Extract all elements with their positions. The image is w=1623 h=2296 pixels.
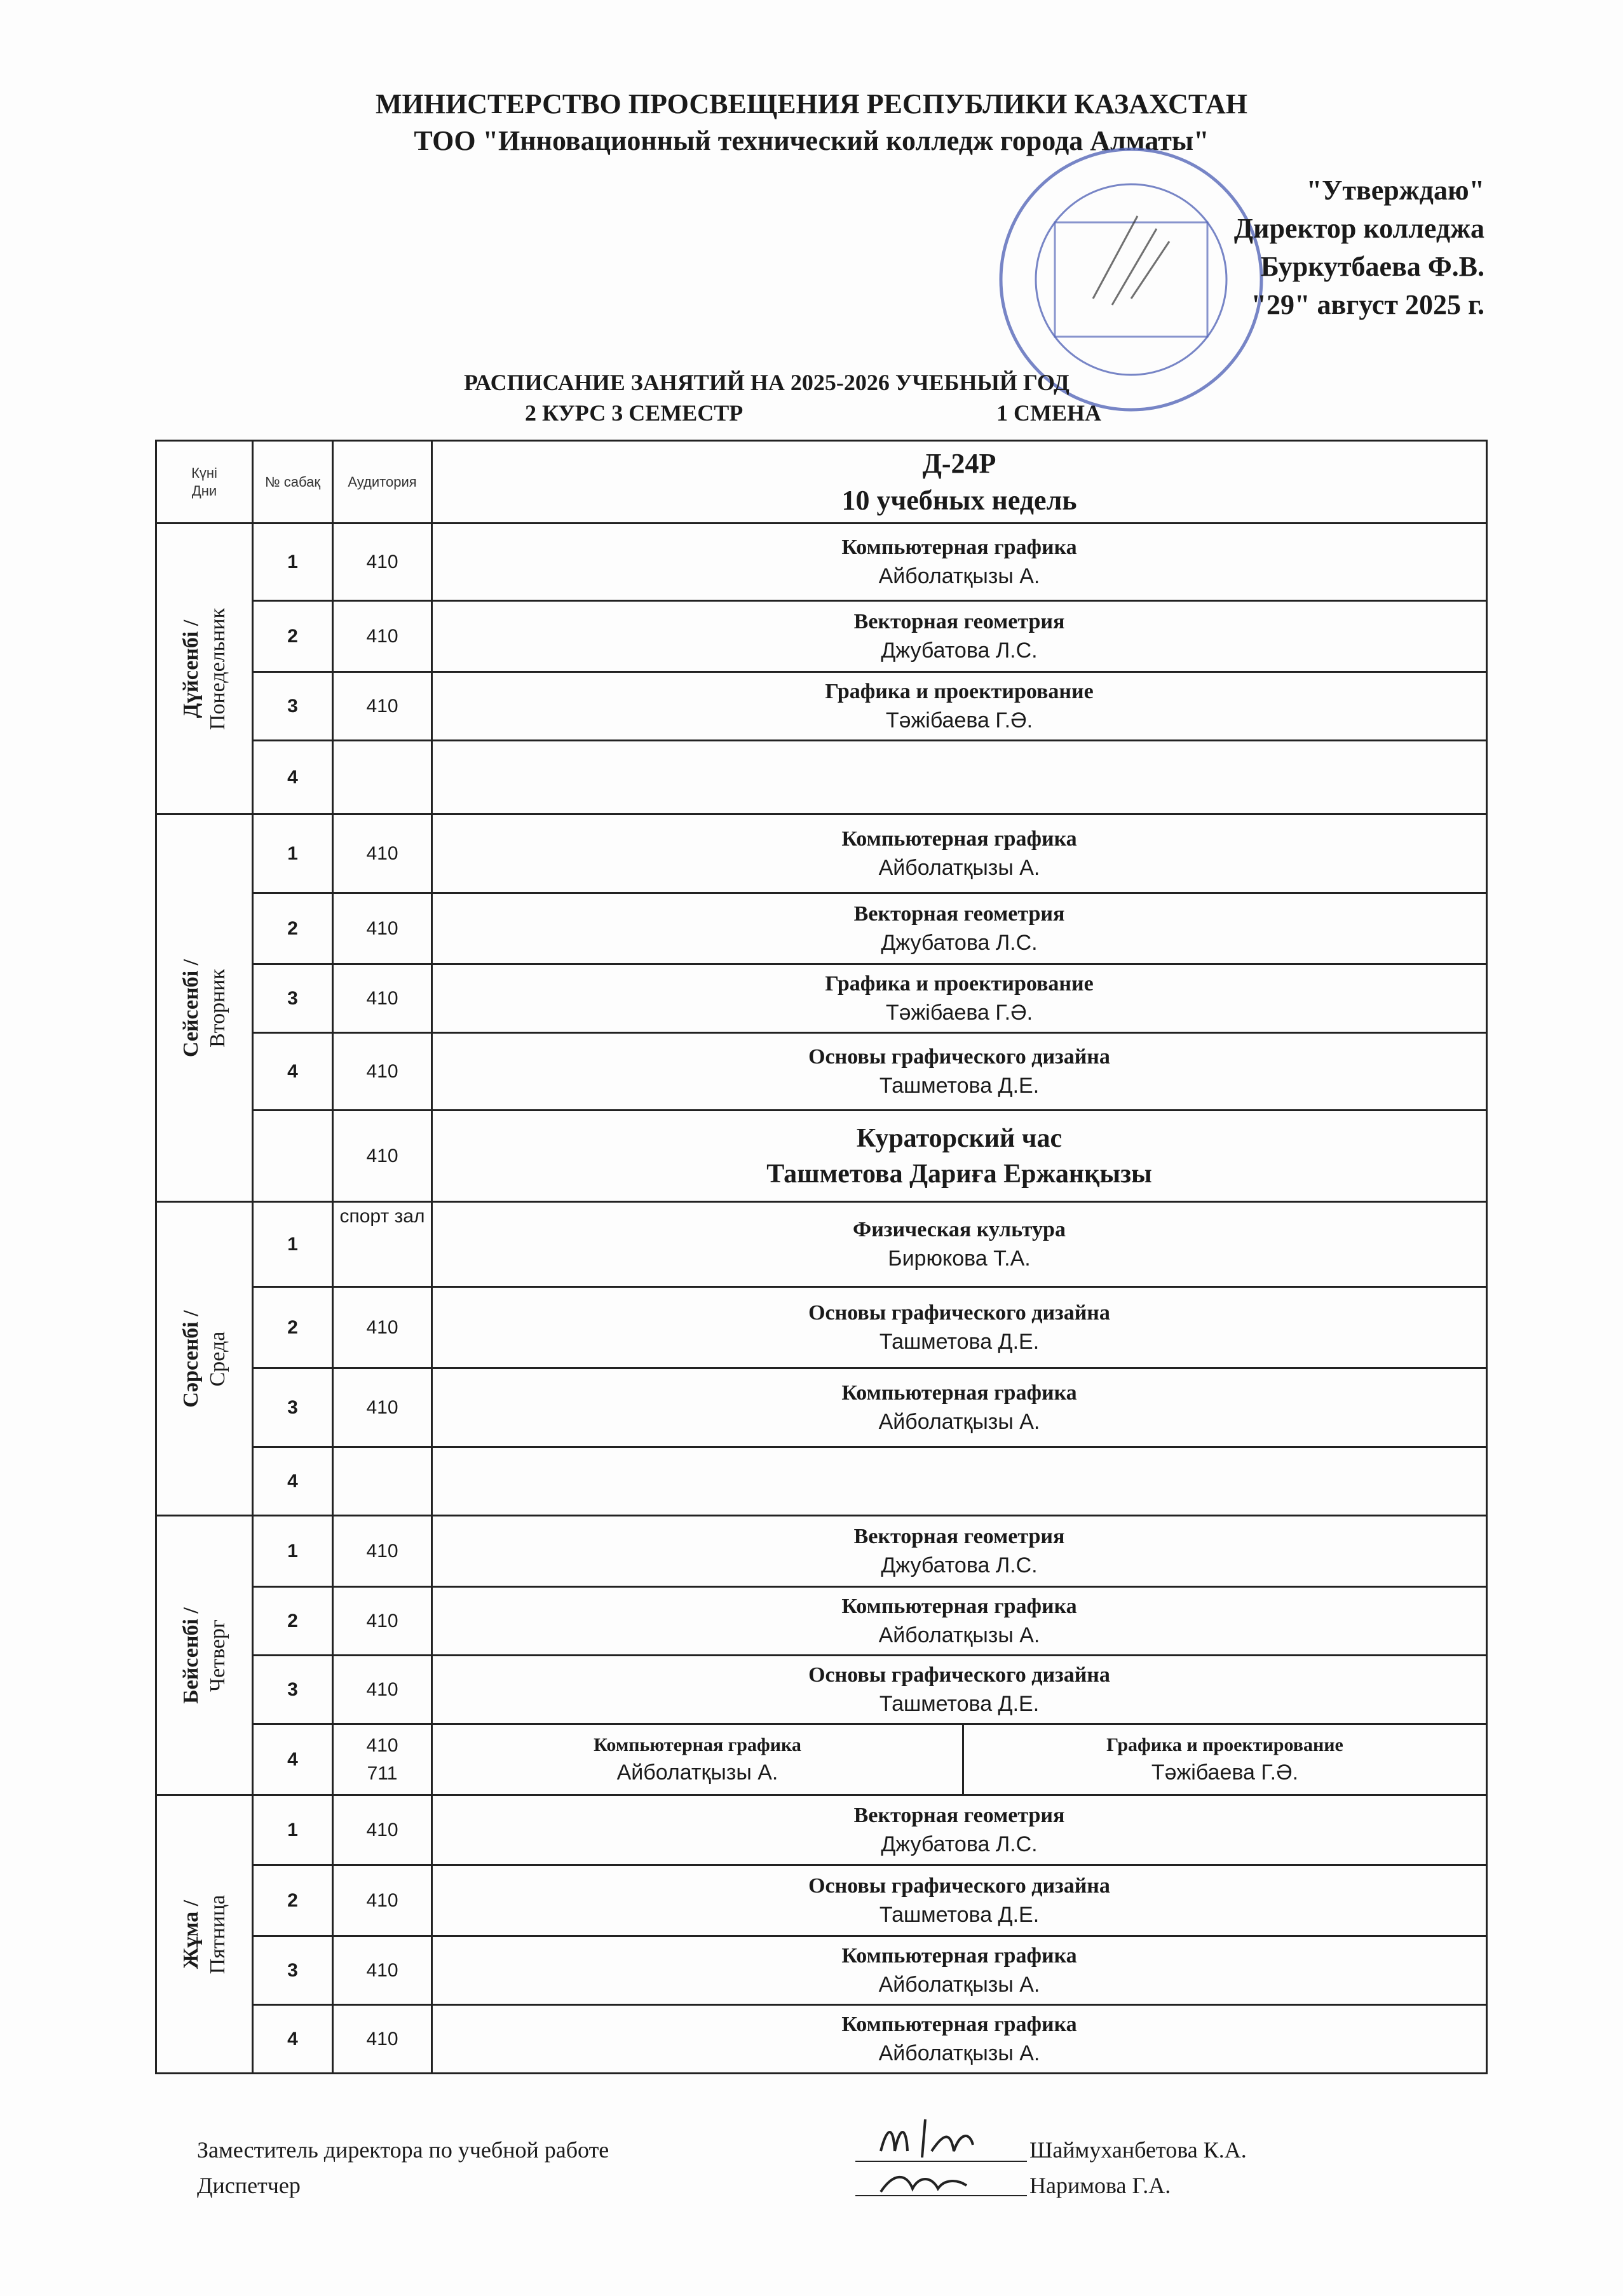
dispatcher-signature xyxy=(855,2160,1027,2205)
lesson-cell xyxy=(432,1447,1487,1516)
lesson-teacher: Тәжібаева Г.Ә. xyxy=(885,1000,1033,1025)
day-monday xyxy=(156,523,253,814)
schedule-shift: 1 СМЕНА xyxy=(996,400,1101,426)
lesson-subject: Графика и проектирование xyxy=(825,679,1094,703)
lesson-teacher: Тәжібаева Г.Ә. xyxy=(885,708,1033,733)
lesson-number: 3 xyxy=(253,1936,333,2005)
lesson-cell xyxy=(432,1033,1487,1111)
schedule-course: 2 КУРС 3 СЕМЕСТР xyxy=(525,400,744,426)
ministry-title: МИНИСТЕРСТВО ПРОСВЕЩЕНИЯ РЕСПУБЛИКИ КАЗАХСТАН xyxy=(375,88,1247,119)
day-kz: Жұма / xyxy=(179,1900,203,1969)
lesson-room xyxy=(333,741,432,814)
lesson-number: 1 xyxy=(253,1795,333,1865)
table-row xyxy=(156,1033,1487,1111)
lesson-teacher: Айболатқызы А. xyxy=(616,1760,778,1785)
table-row xyxy=(156,1516,1487,1587)
lesson-room: 410 xyxy=(333,523,432,601)
dispatcher-title: Диспетчер xyxy=(197,2173,301,2198)
deputy-signature xyxy=(855,2107,1027,2168)
lesson-subject: Векторная геометрия xyxy=(853,1803,1065,1827)
lesson-room: спорт зал xyxy=(333,1202,432,1287)
day-ru: Вторник xyxy=(205,968,229,1048)
lesson-number: 3 xyxy=(253,1368,333,1447)
deputy-title: Заместитель директора по учебной работе xyxy=(197,2137,609,2163)
lesson-teacher: Айболатқызы А. xyxy=(878,1972,1040,1997)
lesson-number: 1 xyxy=(253,814,333,893)
day-ru: Понедельник xyxy=(205,607,229,730)
lesson-number: 2 xyxy=(253,893,333,964)
table-header-row xyxy=(156,441,1487,523)
lesson-cell xyxy=(432,741,1487,814)
lesson-cell xyxy=(432,964,1487,1033)
lesson-number: 4 xyxy=(253,1033,333,1111)
lesson-cell xyxy=(432,1202,1487,1287)
curator-hour-cell xyxy=(432,1111,1487,1202)
table-row xyxy=(156,964,1487,1033)
lesson-teacher: Ташметова Д.Е. xyxy=(879,1329,1040,1354)
lesson-teacher: Айболатқызы А. xyxy=(878,2041,1040,2065)
day-kz: Сейсенбі / xyxy=(179,959,203,1057)
lesson-cell xyxy=(432,601,1487,672)
lesson-subject: Компьютерная графика xyxy=(841,1594,1077,1618)
lesson-subject: Компьютерная графика xyxy=(841,535,1077,559)
lesson-number: 2 xyxy=(253,601,333,672)
approve-position: Директор колледжа xyxy=(1233,213,1484,244)
header-group xyxy=(432,441,1487,523)
lesson-cell xyxy=(432,814,1487,893)
lesson-subject: Компьютерная графика xyxy=(841,1943,1077,1968)
table-row xyxy=(156,893,1487,964)
lesson-cell xyxy=(432,1287,1487,1368)
lesson-cell xyxy=(432,1656,1487,1724)
lesson-subject: Графика и проектирование xyxy=(825,971,1094,996)
lesson-number: 2 xyxy=(253,1587,333,1656)
day-wednesday xyxy=(156,1202,253,1516)
lesson-cell xyxy=(432,523,1487,601)
table-row xyxy=(156,741,1487,814)
lesson-teacher: Айболатқызы А. xyxy=(878,564,1040,588)
lesson-teacher: Айболатқызы А. xyxy=(878,1409,1040,1434)
day-kz: Сәрсенбі / xyxy=(179,1309,203,1408)
schedule-title: РАСПИСАНИЕ ЗАНЯТИЙ НА 2025-2026 УЧЕБНЫЙ ГОД xyxy=(464,370,1070,395)
approve-director: Буркутбаева Ф.В. xyxy=(1260,251,1484,282)
lesson-teacher: Джубатова Л.С. xyxy=(881,1832,1038,1856)
day-thursday xyxy=(156,1516,253,1795)
lesson-number: 2 xyxy=(253,1287,333,1368)
lesson-number: 4 xyxy=(253,2005,333,2074)
lesson-number: 4 xyxy=(253,1447,333,1516)
lesson-teacher: Джубатова Л.С. xyxy=(881,638,1038,663)
lesson-subject: Компьютерная графика xyxy=(841,827,1077,851)
lesson-cell xyxy=(432,1368,1487,1447)
lesson-teacher: Айболатқызы А. xyxy=(878,1623,1040,1647)
curator-name: Ташметова Дариға Ержанқызы xyxy=(766,1159,1152,1189)
lesson-room: 410 xyxy=(333,1795,432,1865)
lesson-teacher: Бирюкова Т.А. xyxy=(888,1246,1031,1271)
group-weeks: 10 учебных недель xyxy=(841,484,1077,516)
lesson-room: 410 xyxy=(333,1368,432,1447)
lesson-cell xyxy=(432,1587,1487,1656)
lesson-teacher: Ташметова Д.Е. xyxy=(879,1691,1040,1716)
lesson-room: 410 xyxy=(333,1656,432,1724)
table-row xyxy=(156,1795,1487,1865)
table-row xyxy=(156,1202,1487,1287)
lesson-number: 4 xyxy=(253,741,333,814)
table-row xyxy=(156,601,1487,672)
lesson-teacher-2: Тәжібаева Г.Ә. xyxy=(1151,1760,1299,1785)
approval-block xyxy=(1234,172,1484,324)
lesson-cell-right xyxy=(963,1724,1487,1795)
dispatcher-name: Наримова Г.А. xyxy=(1029,2173,1171,2198)
table-row xyxy=(156,523,1487,601)
lesson-number: 4 xyxy=(253,1724,333,1795)
day-ru: Пятница xyxy=(205,1894,229,1974)
lesson-subject: Основы графического дизайна xyxy=(808,1044,1110,1069)
lesson-cell xyxy=(432,1795,1487,1865)
lesson-number: 3 xyxy=(253,964,333,1033)
table-row xyxy=(156,814,1487,893)
lesson-teacher: Джубатова Л.С. xyxy=(881,1553,1038,1577)
table-row xyxy=(156,1368,1487,1447)
table-row xyxy=(156,1287,1487,1368)
lesson-room: 410 xyxy=(333,1516,432,1587)
lesson-room: 410 xyxy=(333,672,432,741)
day-kz: Дүйсенбі / xyxy=(179,619,203,718)
table-row xyxy=(156,672,1487,741)
lesson-subject: Основы графического дизайна xyxy=(808,1300,1110,1325)
lesson-room: 410 xyxy=(333,2005,432,2074)
lesson-subject: Компьютерная графика xyxy=(841,2012,1077,2036)
lesson-room xyxy=(333,1447,432,1516)
table-row xyxy=(156,1111,1487,1202)
lesson-room: 410 xyxy=(333,1587,432,1656)
table-row xyxy=(156,1724,1487,1795)
lesson-number: 3 xyxy=(253,1656,333,1724)
lesson-subject: Физическая культура xyxy=(853,1217,1066,1241)
lesson-room-pair xyxy=(333,1724,432,1795)
lesson-room: 410 xyxy=(333,964,432,1033)
lesson-number: 1 xyxy=(253,1516,333,1587)
lesson-subject: Векторная геометрия xyxy=(853,609,1065,633)
lesson-subject-2: Графика и проектирование xyxy=(1106,1734,1343,1755)
lesson-subject: Компьютерная графика xyxy=(841,1381,1077,1405)
lesson-cell xyxy=(432,2005,1487,2074)
lesson-teacher: Джубатова Л.С. xyxy=(881,930,1038,955)
header-day xyxy=(156,441,253,523)
lesson-room: 410 xyxy=(333,1865,432,1936)
table-row xyxy=(156,1587,1487,1656)
table-row xyxy=(156,1447,1487,1516)
lesson-number: 1 xyxy=(253,1202,333,1287)
lesson-number xyxy=(253,1111,333,1202)
group-name: Д-24Р xyxy=(922,447,996,479)
header-lesson-no-label: № сабақ xyxy=(265,473,320,490)
lesson-room: 410 xyxy=(333,1936,432,2005)
lesson-room: 410 xyxy=(333,814,432,893)
approve-label: "Утверждаю" xyxy=(1306,175,1484,206)
lesson-cell xyxy=(432,1936,1487,2005)
table-row xyxy=(156,1936,1487,2005)
header-lesson-no xyxy=(253,441,333,523)
day-tuesday xyxy=(156,814,253,1202)
table-row xyxy=(156,1656,1487,1724)
lesson-subject: Основы графического дизайна xyxy=(808,1874,1110,1898)
header-room-label: Аудитория xyxy=(348,473,417,490)
header-day-kz: Күні xyxy=(191,464,217,481)
lesson-teacher: Айболатқызы А. xyxy=(878,855,1040,880)
lesson-number: 2 xyxy=(253,1865,333,1936)
lesson-teacher: Ташметова Д.Е. xyxy=(879,1902,1040,1927)
table-row xyxy=(156,2005,1487,2074)
lesson-room: 410 xyxy=(333,601,432,672)
header-room xyxy=(333,441,432,523)
day-friday xyxy=(156,1795,253,2074)
lesson-subject: Векторная геометрия xyxy=(853,902,1065,926)
day-ru: Среда xyxy=(205,1331,229,1386)
lesson-room: 410 xyxy=(333,1033,432,1111)
lesson-subject: Компьютерная графика xyxy=(594,1734,801,1755)
lesson-room-2: 711 xyxy=(367,1762,398,1784)
lesson-room: 410 xyxy=(366,1734,398,1756)
lesson-cell xyxy=(432,672,1487,741)
lesson-room: 410 xyxy=(333,1111,432,1202)
lesson-room: 410 xyxy=(333,1287,432,1368)
approve-date: "29" август 2025 г. xyxy=(1251,289,1484,320)
deputy-name: Шаймуханбетова К.А. xyxy=(1029,2137,1247,2163)
lesson-subject: Основы графического дизайна xyxy=(808,1663,1110,1687)
day-ru: Четверг xyxy=(205,1619,229,1692)
schedule-table xyxy=(155,440,1488,2074)
lesson-cell xyxy=(432,1516,1487,1587)
lesson-subject: Векторная геометрия xyxy=(853,1524,1065,1548)
header-day-ru: Дни xyxy=(191,482,217,499)
lesson-teacher: Ташметова Д.Е. xyxy=(879,1073,1040,1098)
lesson-cell xyxy=(432,1865,1487,1936)
lesson-room: 410 xyxy=(333,893,432,964)
college-title: ТОО "Инновационный технический колледж города Алматы" xyxy=(414,125,1209,156)
lesson-number: 3 xyxy=(253,672,333,741)
lesson-cell xyxy=(432,893,1487,964)
day-kz: Бейсенбі / xyxy=(179,1607,203,1704)
lesson-cell-left xyxy=(432,1724,963,1795)
table-row xyxy=(156,1865,1487,1936)
lesson-number: 1 xyxy=(253,523,333,601)
curator-hour-title: Кураторский час xyxy=(856,1123,1063,1153)
